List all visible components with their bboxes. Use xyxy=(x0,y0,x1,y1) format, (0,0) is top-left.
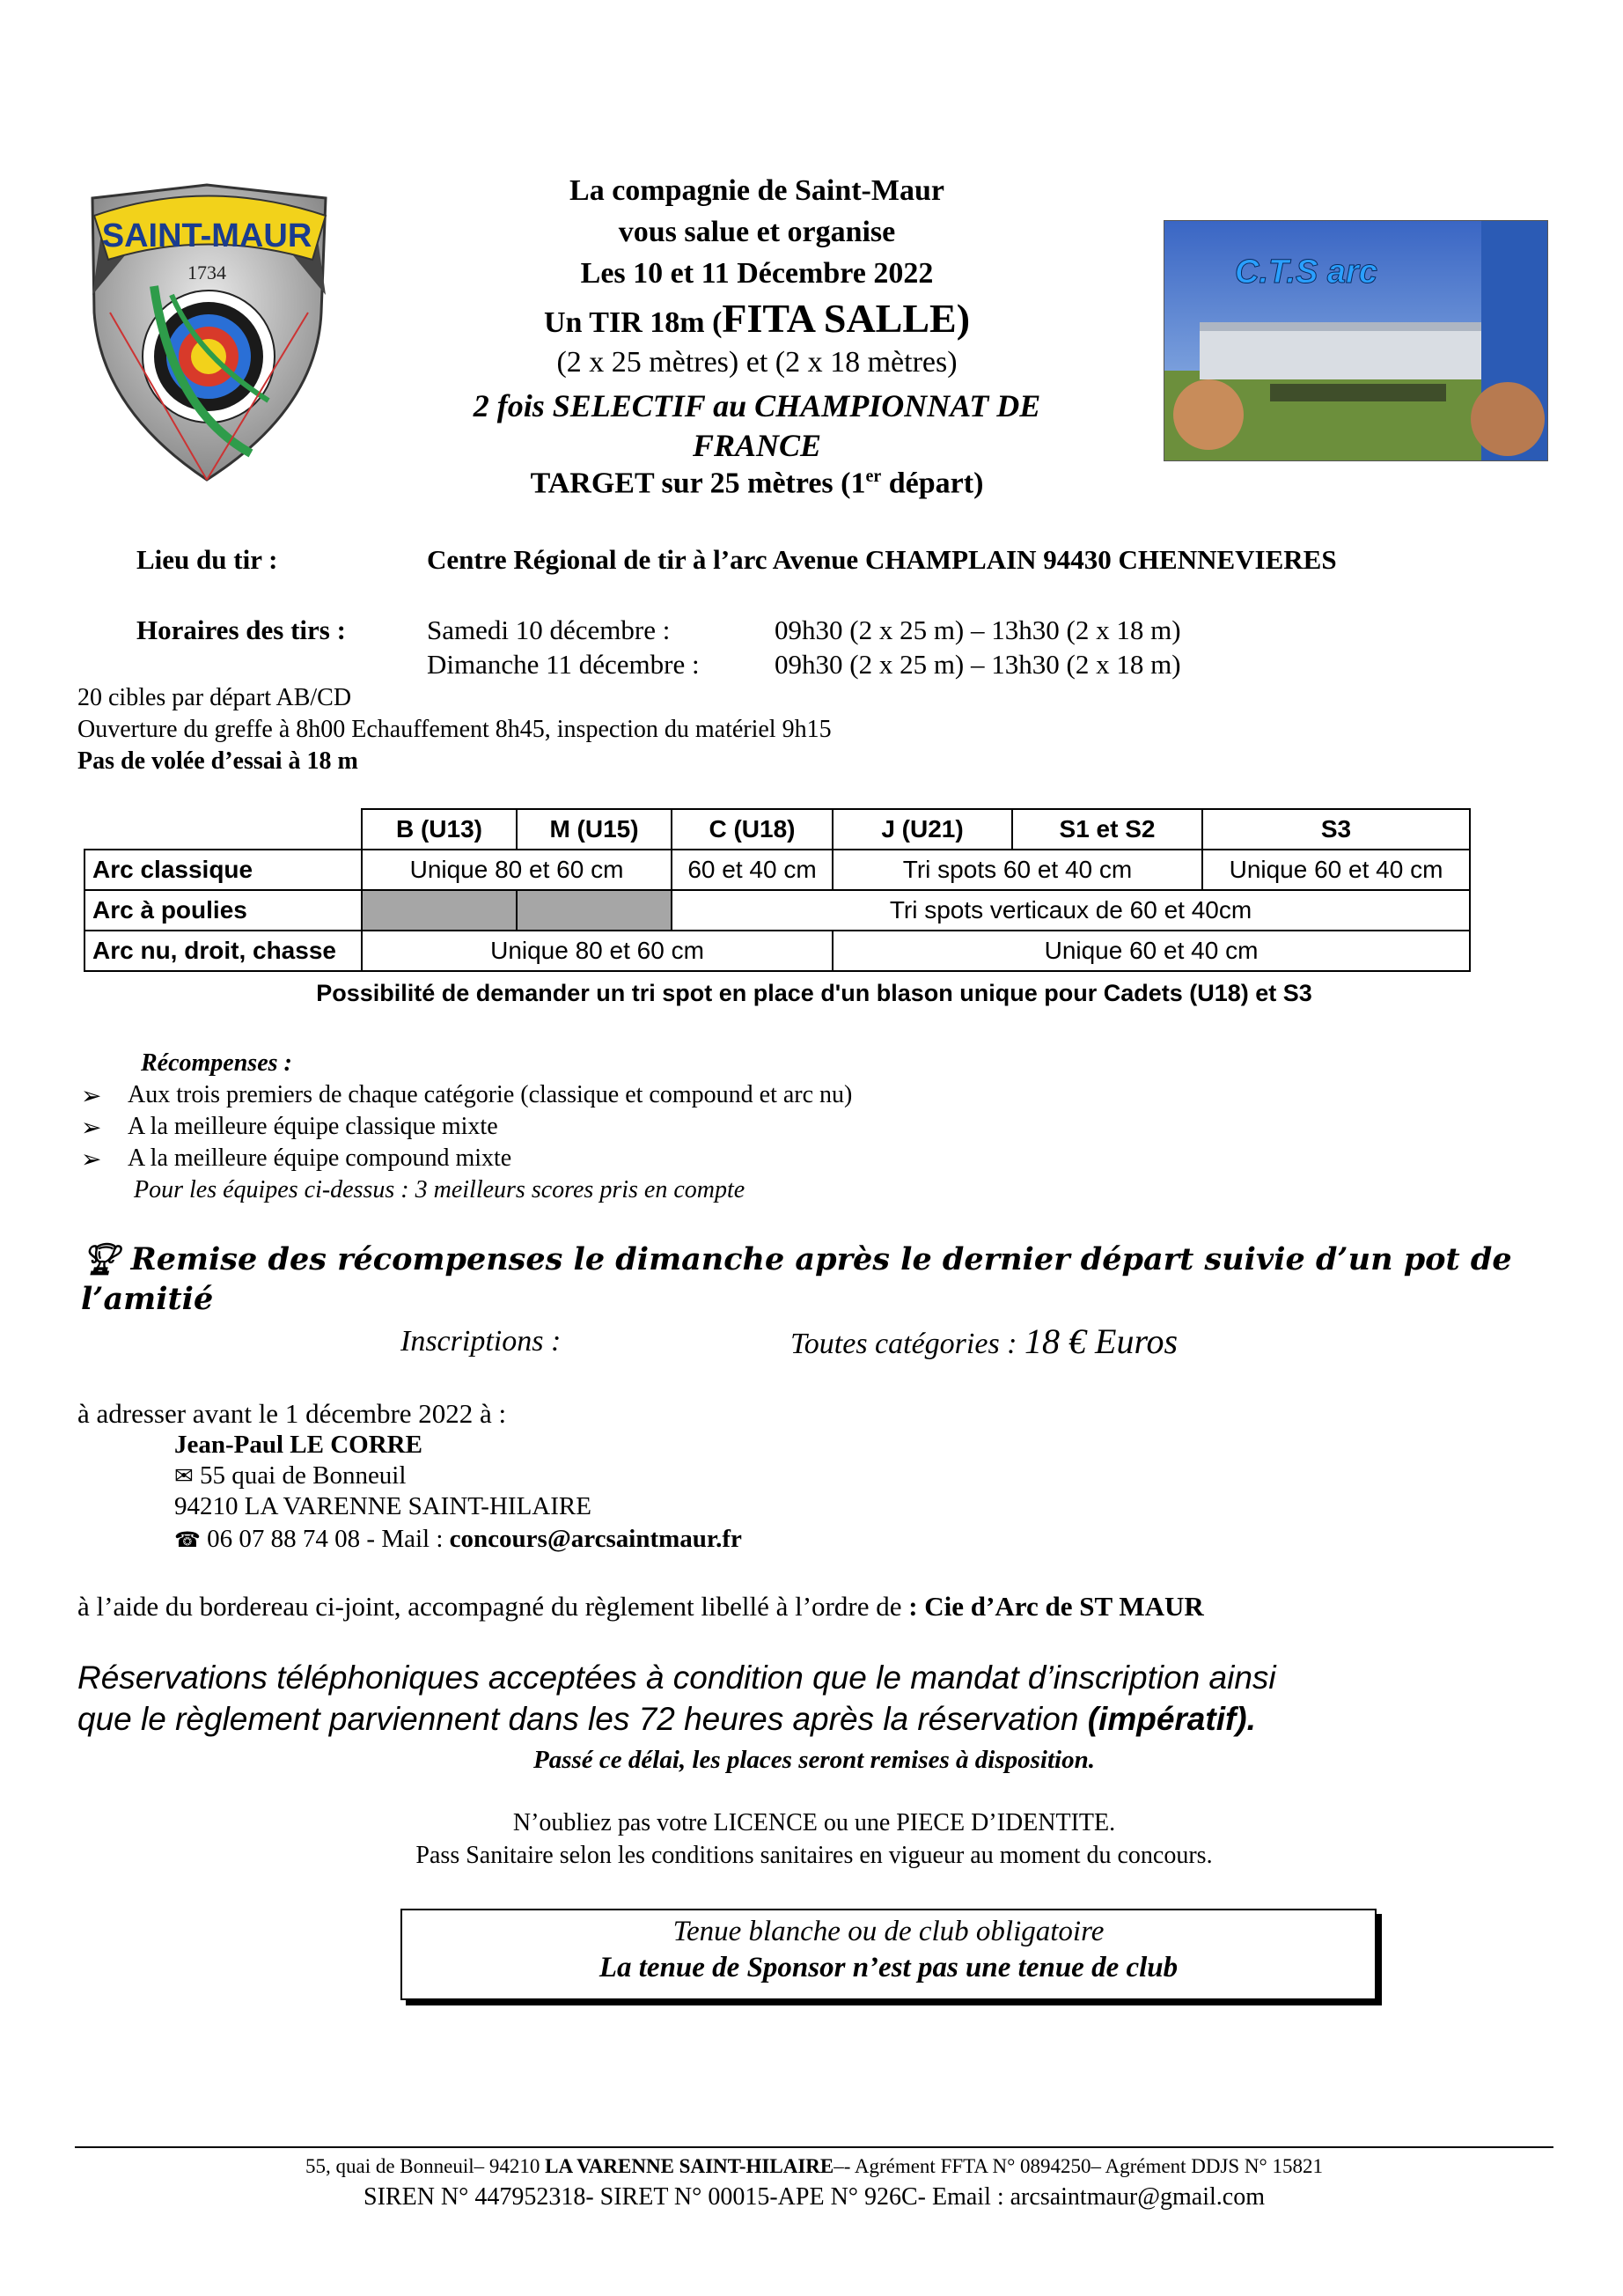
table-header-cell: S3 xyxy=(1202,809,1470,850)
table-row xyxy=(84,850,1470,890)
ceremony-text-1: Remise des récompenses le dimanche après le dernier départ suivie d’un pot de xyxy=(130,1241,1512,1277)
table-cell: Tri spots verticaux de 60 et 40cm xyxy=(672,890,1470,931)
dress-code-box xyxy=(400,1909,1377,2000)
footer-line1-bold: LA VARENNE SAINT-HILAIRE xyxy=(545,2155,834,2177)
header-line8-sup: er xyxy=(865,467,882,486)
footer-line1-pre: 55, quai de Bonneuil– 94210 xyxy=(305,2155,546,2177)
logo-name: SAINT-MAUR xyxy=(101,217,312,254)
schedule-times-1: 09h30 (2 x 25 m) – 13h30 (2 x 18 m) xyxy=(775,614,1181,645)
header-line3: Les 10 et 11 Décembre 2022 xyxy=(580,257,934,290)
category-table xyxy=(84,808,1471,972)
header-line5: (2 x 25 mètres) et (2 x 18 mètres) xyxy=(556,346,958,379)
table-header-cell: M (U15) xyxy=(517,809,672,850)
header-line4-prefix: Un TIR 18m ( xyxy=(543,306,723,339)
ceremony-line2: l’amitié xyxy=(81,1281,214,1317)
phone-icon: ☎ xyxy=(174,1528,201,1552)
bullet-arrow-icon: ➢ xyxy=(81,1082,102,1109)
venue-label: Lieu du tir : xyxy=(136,544,278,575)
inscriptions-price-value: 18 € Euros xyxy=(1024,1321,1179,1361)
reservation-line1: Réservations téléphoniques acceptées à condition que le mandat d’inscription ainsi xyxy=(77,1659,1276,1696)
table-cell: Tri spots 60 et 40 cm xyxy=(833,850,1202,890)
table-header-cell: S1 et S2 xyxy=(1012,809,1202,850)
address-intro: à adresser avant le 1 décembre 2022 à : xyxy=(77,1398,507,1429)
inscriptions-price xyxy=(790,1321,1178,1362)
header-line4 xyxy=(378,295,1135,342)
address-city: 94210 LA VARENNE SAINT-HILAIRE xyxy=(174,1492,591,1520)
cts-arc-photo xyxy=(1164,220,1548,461)
table-cell: Unique 60 et 40 cm xyxy=(1202,850,1470,890)
rewards-item: A la meilleure équipe classique mixte xyxy=(128,1113,498,1140)
header-line6: 2 fois SELECTIF au CHAMPIONNAT DE xyxy=(473,388,1041,423)
table-header-cell: J (U21) xyxy=(833,809,1012,850)
reservation-line2-text: que le règlement parviennent dans les 72 heures après la réservation xyxy=(77,1701,1088,1737)
payment-line xyxy=(77,1591,1204,1623)
info-targets: 20 cibles par départ AB/CD xyxy=(77,684,352,711)
payment-text: à l’aide du bordereau ci-joint, accompagné du règlement libellé à l’ordre de xyxy=(77,1591,909,1622)
rewards-item: A la meilleure équipe compound mixte xyxy=(128,1144,512,1172)
table-corner xyxy=(84,809,362,850)
ceremony-line1 xyxy=(81,1241,1512,1277)
address-street: 55 quai de Bonneuil xyxy=(200,1461,407,1490)
table-cell-empty xyxy=(362,890,517,931)
reservation-line3: Passé ce délai, les places seront remises à disposition. xyxy=(533,1746,1095,1774)
table-cell: Unique 80 et 60 cm xyxy=(362,850,672,890)
reminder-pass: Pass Sanitaire selon les conditions sanitaires en vigueur au moment du concours. xyxy=(415,1842,1213,1869)
cts-logo-text: C.T.S arc xyxy=(1235,254,1377,291)
table-cell-empty xyxy=(517,890,672,931)
logo-year: 1734 xyxy=(187,261,226,283)
info-opening: Ouverture du greffe à 8h00 Echauffement 8h45, inspection du matériel 9h15 xyxy=(77,716,832,743)
payment-payee: : Cie d’Arc de ST MAUR xyxy=(908,1591,1204,1622)
header-line2: vous salue et organise xyxy=(618,216,896,248)
header-line8-pre: TARGET sur 25 mètres (1 xyxy=(530,467,866,500)
table-row-label: Arc classique xyxy=(84,850,362,890)
schedule-times-2: 09h30 (2 x 25 m) – 13h30 (2 x 18 m) xyxy=(775,649,1181,680)
rewards-title: Récompenses : xyxy=(141,1049,292,1077)
schedule-day-1: Samedi 10 décembre : xyxy=(427,614,671,645)
footer-line1 xyxy=(75,2155,1553,2178)
rewards-note: Pour les équipes ci-dessus : 3 meilleurs scores pris en compte xyxy=(134,1176,745,1203)
trophy-icon: 🏆︎ xyxy=(81,1241,121,1277)
table-header-cell: B (U13) xyxy=(362,809,517,850)
table-header-cell: C (U18) xyxy=(672,809,833,850)
header-line1: La compagnie de Saint-Maur xyxy=(569,174,944,207)
footer-divider xyxy=(75,2146,1553,2148)
footer-line2: SIREN N° 447952318- SIRET N° 00015-APE N° 926C- Email : arcsaintmaur@gmail.com xyxy=(364,2183,1265,2211)
header-line7: FRANCE xyxy=(692,428,822,463)
dress-line2: La tenue de Sponsor n’est pas une tenue de club xyxy=(599,1952,1179,1983)
saint-maur-logo xyxy=(75,180,343,484)
table-row xyxy=(84,890,1470,931)
envelope-icon: ✉ xyxy=(174,1462,194,1489)
bullet-arrow-icon: ➢ xyxy=(81,1114,102,1141)
address-phone: 06 07 88 74 08 - Mail : xyxy=(207,1525,450,1553)
header-line8 xyxy=(378,467,1135,500)
schedule-label: Horaires des tirs : xyxy=(136,614,346,645)
info-no-practice: Pas de volée d’essai à 18 m xyxy=(77,747,358,775)
address-name: Jean-Paul LE CORRE xyxy=(174,1431,422,1459)
inscriptions-label: Inscriptions : xyxy=(400,1325,562,1358)
reservation-imperative: (impératif). xyxy=(1087,1701,1256,1737)
table-cell: Unique 80 et 60 cm xyxy=(362,931,833,971)
address-phone-line xyxy=(174,1525,742,1554)
address-street-line xyxy=(174,1461,406,1490)
dress-line1: Tenue blanche ou de club obligatoire xyxy=(672,1916,1105,1947)
bullet-arrow-icon: ➢ xyxy=(81,1145,102,1173)
rewards-item: Aux trois premiers de chaque catégorie (classique et compound et arc nu) xyxy=(128,1081,853,1108)
header-line4-big: FITA SALLE) xyxy=(722,296,971,341)
table-cell: 60 et 40 cm xyxy=(672,850,833,890)
reservation-line2 xyxy=(77,1701,1256,1738)
table-row-label: Arc nu, droit, chasse xyxy=(84,931,362,971)
table-note: Possibilité de demander un tri spot en place d'un blason unique pour Cadets (U18) et S3 xyxy=(316,980,1312,1006)
header-line8-post: départ) xyxy=(881,467,984,500)
address-email[interactable]: concours@arcsaintmaur.fr xyxy=(449,1525,742,1553)
reminder-license: N’oubliez pas votre LICENCE ou une PIECE D’IDENTITE. xyxy=(512,1809,1116,1836)
table-row xyxy=(84,931,1470,971)
schedule-day-2: Dimanche 11 décembre : xyxy=(427,649,700,680)
footer-line1-post: –- Agrément FFTA N° 0894250– Agrément DDJS N° 15821 xyxy=(834,2155,1323,2177)
table-header-row xyxy=(84,809,1470,850)
table-row-label: Arc à poulies xyxy=(84,890,362,931)
inscriptions-price-label: Toutes catégories : xyxy=(790,1328,1025,1360)
venue-value: Centre Régional de tir à l’arc Avenue CHAMPLAIN 94430 CHENNEVIERES xyxy=(427,544,1337,575)
table-cell: Unique 60 et 40 cm xyxy=(833,931,1470,971)
